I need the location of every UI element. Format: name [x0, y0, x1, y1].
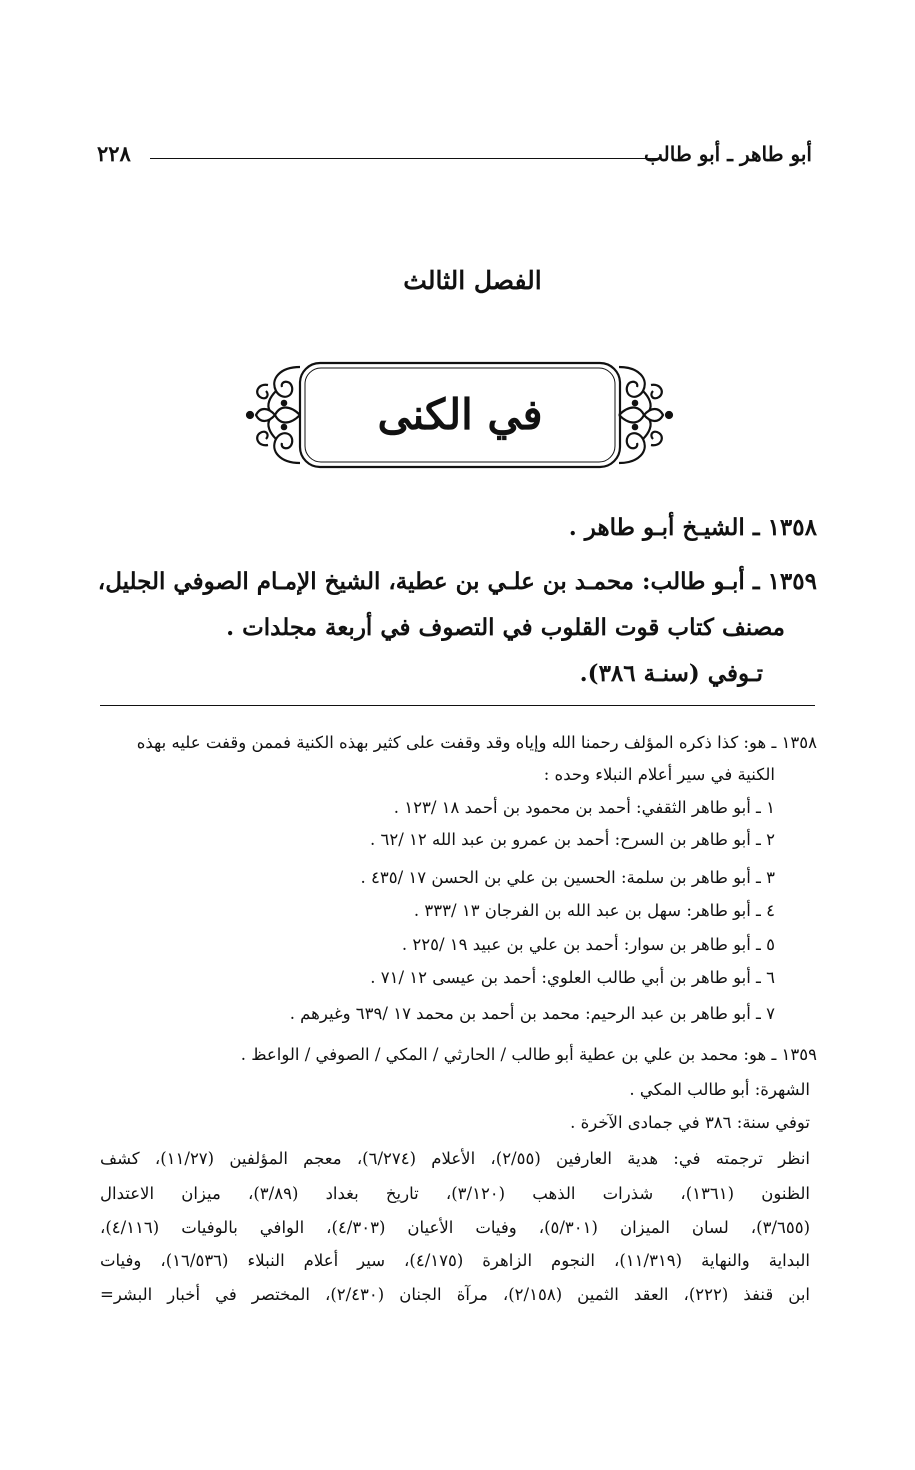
- note-list-item: ٥ ـ أبو طاهر بن سوار: أحمد بن علي بن عبيد ١٩ /٢٢٥ .: [401, 935, 775, 954]
- note-refs-line: (٣/٦٥٥)، لسان الميزان (٥/٣٠١)، وفيات الأعيان (٤/٣٠٣)، الوافي بالوفيات (٤/١١٦)،: [100, 1218, 811, 1237]
- note-1358-line1: ١٣٥٨ ـ هو: كذا ذكره المؤلف رحمنا الله وإياه وقد وقفت على كثير بهذه الكنية فممن وقفت عليه بهذه: [136, 733, 817, 752]
- page-number: ٢٢٨: [97, 141, 131, 166]
- note-1358-line2: الكنية في سير أعلام النبلاء وحده :: [543, 765, 775, 784]
- note-list-item: ٤ ـ أبو طاهر: سهل بن عبد الله بن الفرجان ١٣ /٣٣٣ .: [413, 901, 775, 920]
- note-1359-fame: الشهرة: أبو طالب المكي .: [629, 1080, 810, 1099]
- note-1359-line1: ١٣٥٩ ـ هو: محمد بن علي بن عطية أبو طالب / الحارثي / المكي / الصوفي / الواعظ .: [240, 1045, 817, 1064]
- note-refs-line: البداية والنهاية (١١/٣١٩)، النجوم الزاهرة (٤/١٧٥)، سير أعلام النبلاء (١٦/٥٣٦)، وفيات: [100, 1251, 810, 1270]
- entry-1359-line2: مصنف كتاب قوت القلوب في التصوف في أربعة مجلدات .: [226, 614, 785, 641]
- entry-1359-line3: تـوفي (سنـة ٣٨٦).: [579, 660, 763, 687]
- note-list-item: ١ ـ أبو طاهر الثقفي: أحمد بن محمود بن أحمد ١٨ /١٢٣ .: [393, 798, 775, 817]
- note-1359-death: توفي سنة: ٣٨٦ في جمادى الآخرة .: [570, 1113, 810, 1132]
- chapter-heading: الفصل الثالث: [403, 266, 542, 295]
- note-list-item: ٣ ـ أبو طاهر بن سلمة: الحسين بن علي بن الحسن ١٧ /٤٣٥ .: [360, 868, 775, 887]
- header-rule: [150, 158, 660, 159]
- note-refs-line: انظر ترجمته في: هدية العارفين (٢/٥٥)، الأعلام (٦/٢٧٤)، معجم المؤلفين (١١/٢٧)، كشف: [100, 1149, 811, 1168]
- footnote-rule: [100, 705, 815, 706]
- entry-1358: ١٣٥٨ ـ الشيـخ أبـو طاهر .: [568, 514, 817, 541]
- note-list-item: ٧ ـ أبو طاهر بن عبد الرحيم: محمد بن أحمد بن محمد ١٧ /٦٣٩ وغيرهم .: [289, 1004, 775, 1023]
- chapter-title: في الكنى: [377, 390, 543, 439]
- note-list-item: ٢ ـ أبو طاهر بن السرح: أحمد بن عمرو بن عبد الله ١٢ /٦٢ .: [369, 830, 775, 849]
- entry-1359-line1: ١٣٥٩ ـ أبـو طالب: محمـد بن علـي بن عطية، الشيخ الإمـام الصوفي الجليل،: [97, 568, 817, 595]
- running-title: أبو طاهر ـ أبو طالب: [644, 142, 812, 166]
- note-list-item: ٦ ـ أبو طاهر بن أبي طالب العلوي: أحمد بن عيسى ١٢ /٧١ .: [370, 968, 775, 987]
- note-refs-line: ابن قنفذ (٢٢٢)، العقد الثمين (٢/١٥٨)، مرآة الجنان (٢/٤٣٠)، المختصر في أخبار البشر=: [100, 1285, 810, 1304]
- note-refs-line: الظنون (١٣٦١)، شذرات الذهب (٣/١٢٠)، تاريخ بغداد (٣/٨٩)، ميزان الاعتدال: [100, 1184, 810, 1203]
